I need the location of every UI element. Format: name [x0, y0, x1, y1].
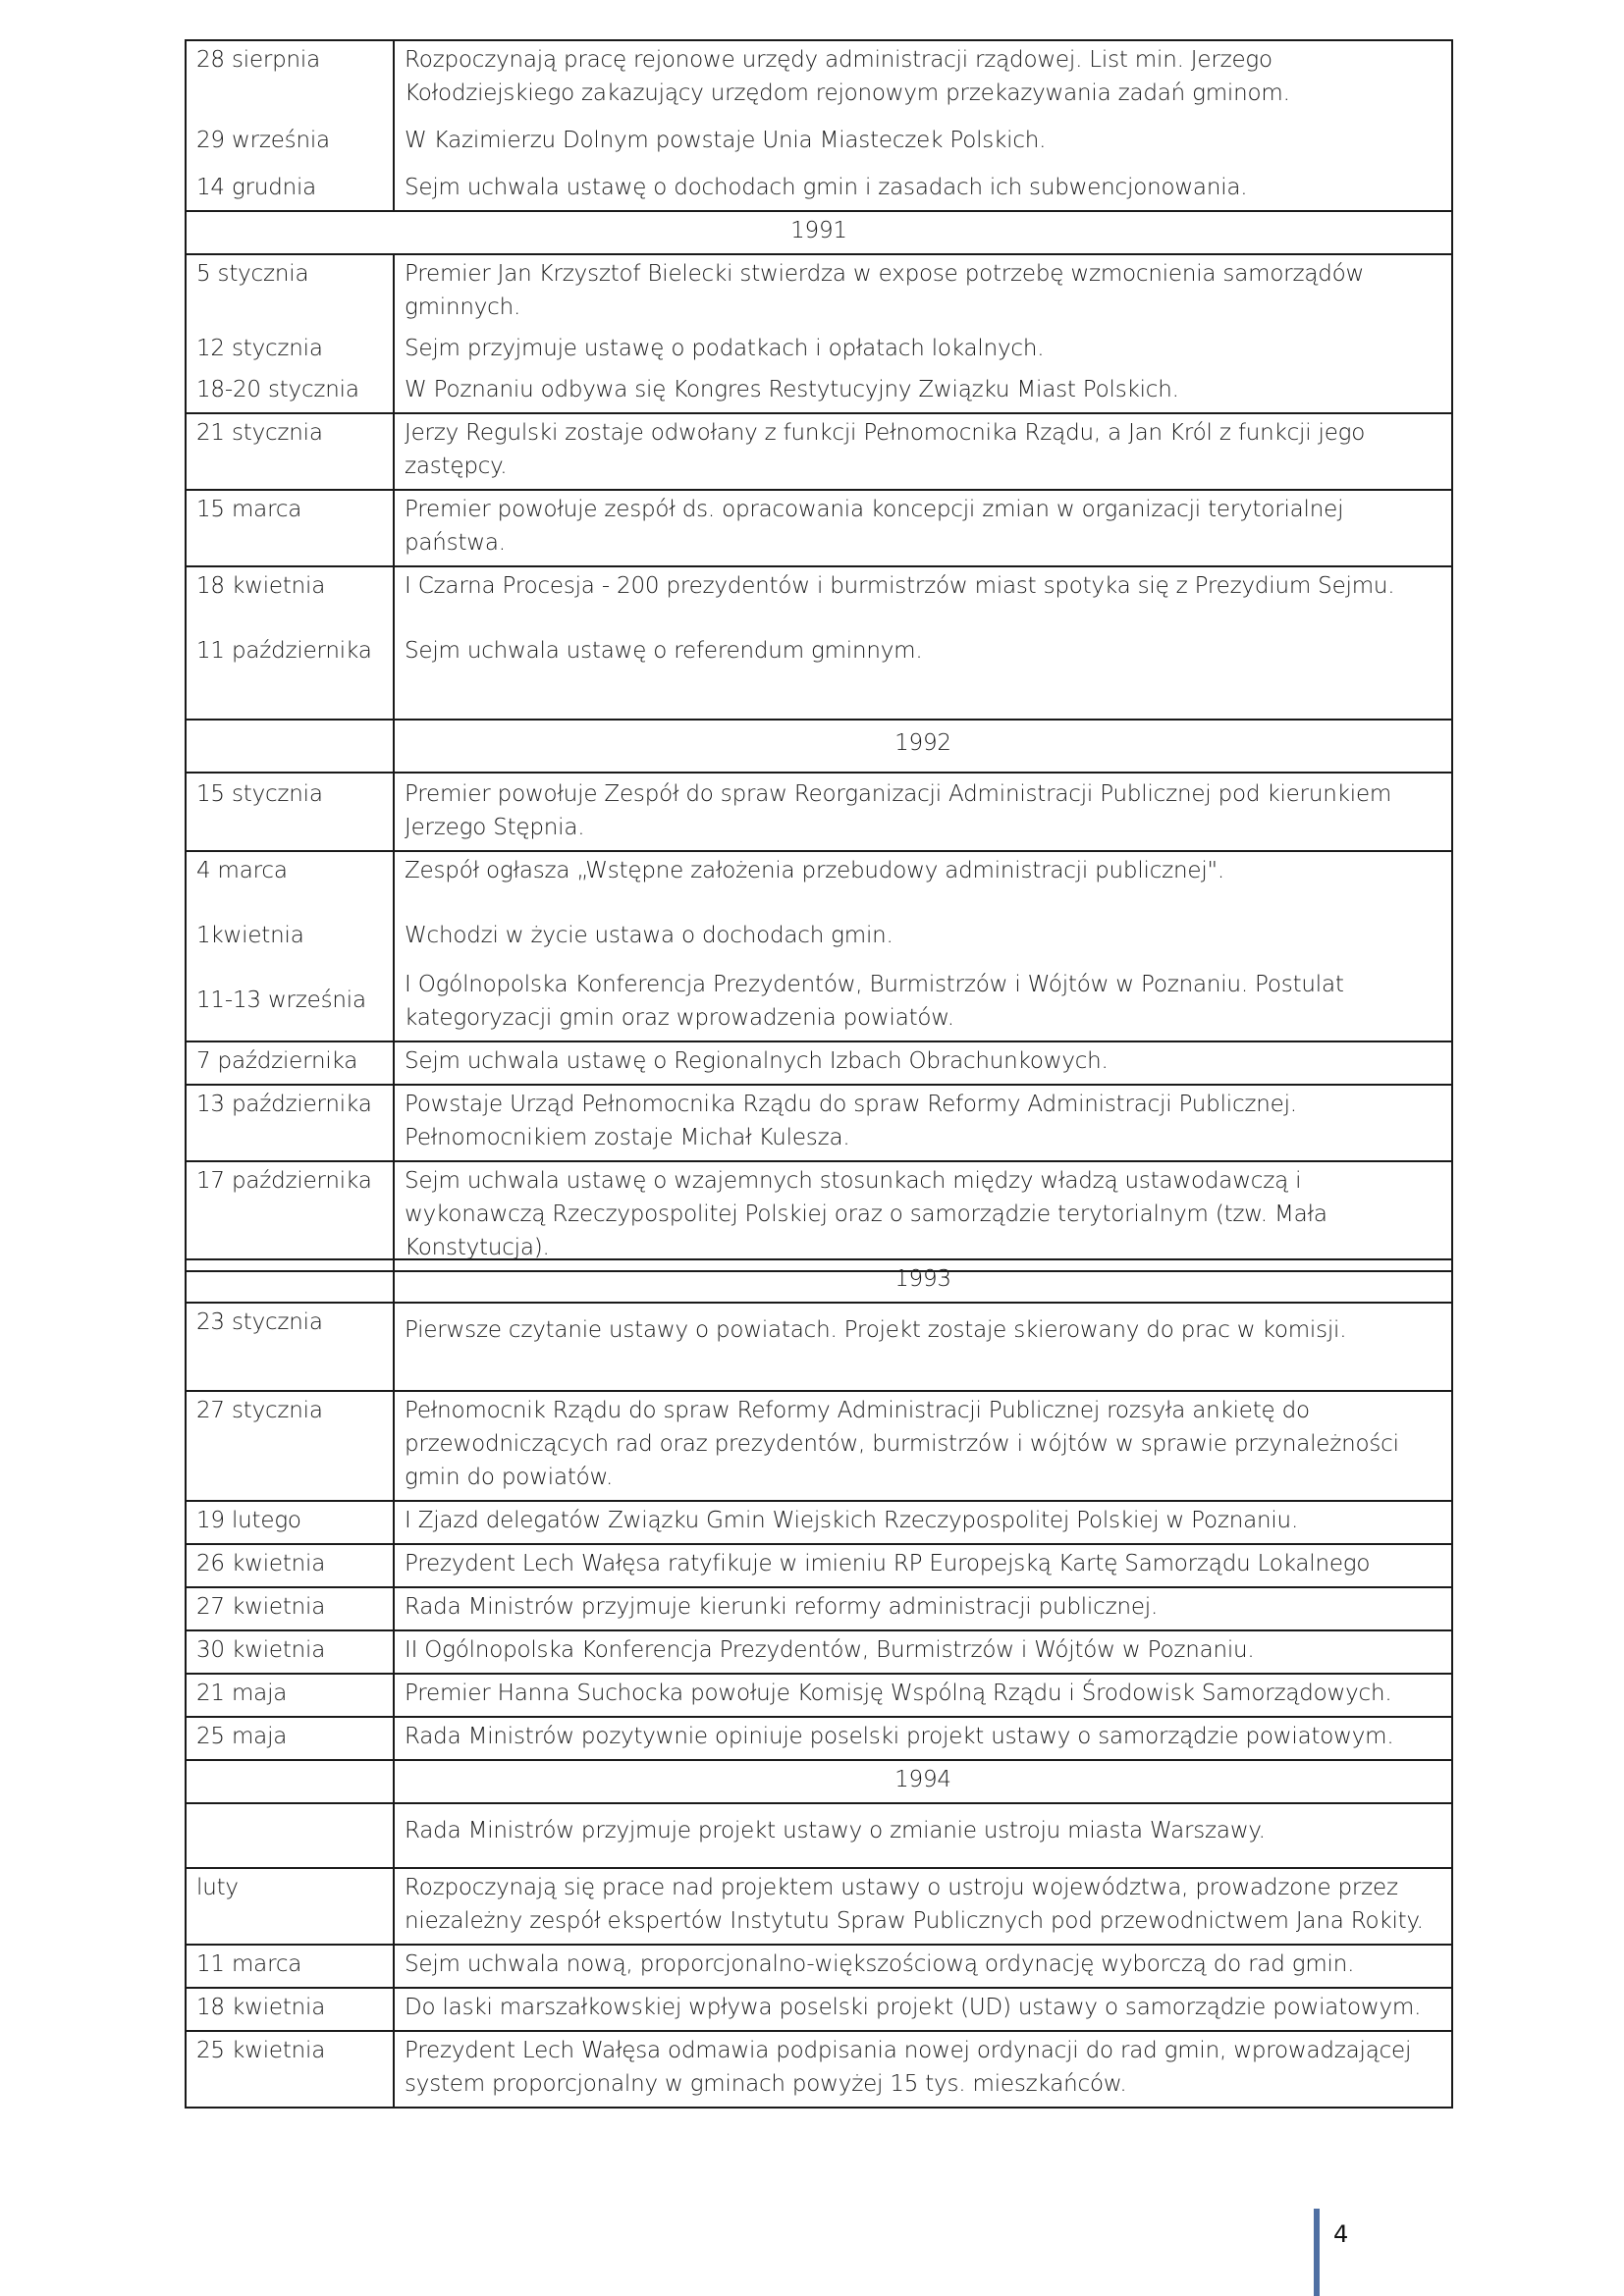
date-cell: 17 października: [186, 1161, 394, 1271]
page-number-bar: [1314, 2209, 1320, 2296]
date-cell: [186, 254, 394, 413]
date-cell: 11 marca: [186, 1945, 394, 1988]
empty-cell: [186, 1760, 394, 1803]
event-text: Rozpoczynają pracę rejonowe urzędy administracji rządowej. List min. Jerzego Kołodziejskiego zakazujący urzędom rejonowym przekazywania zadań gminom.: [405, 47, 1290, 106]
event-cell: Prezydent Lech Wałęsa ratyfikuje w imieniu RP Europejską Kartę Samorządu Lokalnego: [394, 1544, 1452, 1587]
date-cell: 18 kwietnia: [186, 1988, 394, 2031]
date-text: 11-13 września: [196, 988, 366, 1013]
event-text: Sejm uchwala ustawę o referendum gminnym.: [405, 638, 923, 664]
event-text: Wchodzi w życie ustawa o dochodach gmin.: [405, 923, 893, 948]
date-text: 11 października: [196, 638, 372, 664]
timeline-table-1: [185, 39, 1453, 1272]
table-row: [186, 254, 1452, 413]
date-cell: 15 stycznia: [186, 773, 394, 851]
event-cell: Pełnomocnik Rządu do spraw Reformy Administracji Publicznej rozsyła ankietę do przewodniczących rad oraz prezydentów, burmistrzów i wójtów w sprawie przynależności gmin do powiatów.: [394, 1391, 1452, 1501]
table-row: [186, 1587, 1452, 1630]
table-row: [186, 490, 1452, 566]
event-cell: Rada Ministrów przyjmuje kierunki reformy administracji publicznej.: [394, 1587, 1452, 1630]
date-cell: 26 kwietnia: [186, 1544, 394, 1587]
date-text: 12 stycznia: [196, 336, 323, 361]
date-cell: 30 kwietnia: [186, 1630, 394, 1674]
event-text: Sejm przyjmuje ustawę o podatkach i opłatach lokalnych.: [405, 336, 1045, 361]
event-cell: [394, 254, 1452, 413]
date-text: 18-20 stycznia: [196, 377, 359, 402]
timeline-table-2: [185, 1258, 1453, 2109]
date-cell: 7 października: [186, 1041, 394, 1085]
event-cell: Pierwsze czytanie ustawy o powiatach. Projekt zostaje skierowany do prac w komisji.: [394, 1303, 1452, 1391]
date-cell: [186, 851, 394, 1041]
date-cell: 27 kwietnia: [186, 1587, 394, 1630]
event-cell: Premier Hanna Suchocka powołuje Komisję Wspólną Rządu i Środowisk Samorządowych.: [394, 1674, 1452, 1717]
event-cell: Rozpoczynają się prace nad projektem ustawy o ustroju województwa, prowadzone przez niezależny zespół ekspertów Instytutu Spraw Publicznych pod przewodnictwem Jana Rokity.: [394, 1868, 1452, 1945]
event-cell: Sejm uchwala ustawę o Regionalnych Izbach Obrachunkowych.: [394, 1041, 1452, 1085]
date-cell: 15 marca: [186, 490, 394, 566]
table-row: [186, 1161, 1452, 1271]
table-row: [186, 1674, 1452, 1717]
date-text: 29 września: [196, 128, 330, 153]
date-cell: 25 maja: [186, 1717, 394, 1760]
event-cell: Prezydent Lech Wałęsa odmawia podpisania nowej ordynacji do rad gmin, wprowadzającej system proporcjonalny w gminach powyżej 15 tys. mieszkańców.: [394, 2031, 1452, 2108]
date-text: 18 kwietnia: [196, 573, 326, 599]
event-text: W Kazimierzu Dolnym powstaje Unia Miasteczek Polskich.: [405, 128, 1047, 153]
table-row: [186, 566, 1452, 720]
table-row: [186, 1041, 1452, 1085]
date-cell: luty: [186, 1868, 394, 1945]
year-heading: 1993: [394, 1259, 1452, 1303]
date-cell: 21 maja: [186, 1674, 394, 1717]
date-cell: 21 stycznia: [186, 413, 394, 490]
event-cell: Jerzy Regulski zostaje odwołany z funkcji Pełnomocnika Rządu, a Jan Król z funkcji jego zastępcy.: [394, 413, 1452, 490]
event-cell: Sejm uchwala ustawę o wzajemnych stosunkach między władzą ustawodawczą i wykonawczą Rzeczypospolitej Polskiej oraz o samorządzie terytorialnym (tzw. Mała Konstytucja).: [394, 1161, 1452, 1271]
date-cell: [186, 1803, 394, 1868]
event-text: Sejm uchwala ustawę o dochodach gmin i zasadach ich subwencjonowania.: [405, 175, 1248, 200]
event-cell: I Zjazd delegatów Związku Gmin Wiejskich Rzeczypospolitej Polskiej w Poznaniu.: [394, 1501, 1452, 1544]
table-row: [186, 773, 1452, 851]
date-cell: 19 lutego: [186, 1501, 394, 1544]
event-cell: Premier powołuje zespół ds. opracowania koncepcji zmian w organizacji terytorialnej państwa.: [394, 490, 1452, 566]
page-number: 4: [1333, 2220, 1349, 2248]
event-text: W Poznaniu odbywa się Kongres Restytucyjny Związku Miast Polskich.: [405, 377, 1179, 402]
table-row: [186, 1803, 1452, 1868]
year-row: [186, 1760, 1452, 1803]
event-cell: Do laski marszałkowskiej wpływa poselski projekt (UD) ustawy o samorządzie powiatowym.: [394, 1988, 1452, 2031]
event-cell: Sejm uchwala nową, proporcjonalno-większościową ordynację wyborczą do rad gmin.: [394, 1945, 1452, 1988]
year-row: [186, 720, 1452, 773]
date-cell: 13 października: [186, 1085, 394, 1161]
table-row: [186, 1544, 1452, 1587]
year-heading: 1994: [394, 1760, 1452, 1803]
empty-cell: [186, 720, 394, 773]
event-text: I Czarna Procesja - 200 prezydentów i burmistrzów miast spotyka się z Prezydium Sejmu.: [405, 573, 1395, 599]
event-cell: Rada Ministrów pozytywnie opiniuje poselski projekt ustawy o samorządzie powiatowym.: [394, 1717, 1452, 1760]
event-text: I Ogólnopolska Konferencja Prezydentów, Burmistrzów i Wójtów w Poznaniu. Postulat kategoryzacji gmin oraz wprowadzenia powiatów.: [405, 972, 1344, 1031]
event-cell: [394, 566, 1452, 720]
event-cell: Rada Ministrów przyjmuje projekt ustawy o zmianie ustroju miasta Warszawy.: [394, 1803, 1452, 1868]
event-cell: Powstaje Urząd Pełnomocnika Rządu do spraw Reformy Administracji Publicznej. Pełnomocnikiem zostaje Michał Kulesza.: [394, 1085, 1452, 1161]
table-row: [186, 1945, 1452, 1988]
empty-cell: [186, 1259, 394, 1303]
table-row: [186, 413, 1452, 490]
date-cell: 23 stycznia: [186, 1303, 394, 1391]
year-heading: 1991: [186, 211, 1452, 254]
table-row: [186, 1501, 1452, 1544]
table-row: [186, 1630, 1452, 1674]
event-cell: [394, 40, 1452, 211]
table-row: [186, 1391, 1452, 1501]
table-row: [186, 1868, 1452, 1945]
table-row: [186, 40, 1452, 211]
event-cell: [394, 851, 1452, 1041]
event-cell: Premier powołuje Zespół do spraw Reorganizacji Administracji Publicznej pod kierunkiem Jerzego Stępnia.: [394, 773, 1452, 851]
event-text: Premier Jan Krzysztof Bielecki stwierdza w expose potrzebę wzmocnienia samorządów gminnych.: [405, 261, 1365, 320]
date-text: 5 stycznia: [196, 261, 309, 287]
year-row: [186, 1259, 1452, 1303]
date-text: 4 marca: [196, 858, 288, 883]
table-row: [186, 851, 1452, 1041]
table-row: [186, 1303, 1452, 1391]
event-text: Zespół ogłasza „Wstępne założenia przebudowy administracji publicznej".: [405, 858, 1225, 883]
year-heading: 1992: [394, 720, 1452, 773]
event-cell: II Ogólnopolska Konferencja Prezydentów, Burmistrzów i Wójtów w Poznaniu.: [394, 1630, 1452, 1674]
table-row: [186, 1717, 1452, 1760]
date-text: 14 grudnia: [196, 175, 317, 200]
year-row: [186, 211, 1452, 254]
date-cell: 27 stycznia: [186, 1391, 394, 1501]
table-row: [186, 2031, 1452, 2108]
date-text: 28 sierpnia: [196, 47, 321, 73]
date-text: 1kwietnia: [196, 923, 304, 948]
date-cell: [186, 566, 394, 720]
date-cell: 25 kwietnia: [186, 2031, 394, 2108]
table-row: [186, 1085, 1452, 1161]
table-row: [186, 1988, 1452, 2031]
date-cell: [186, 40, 394, 211]
